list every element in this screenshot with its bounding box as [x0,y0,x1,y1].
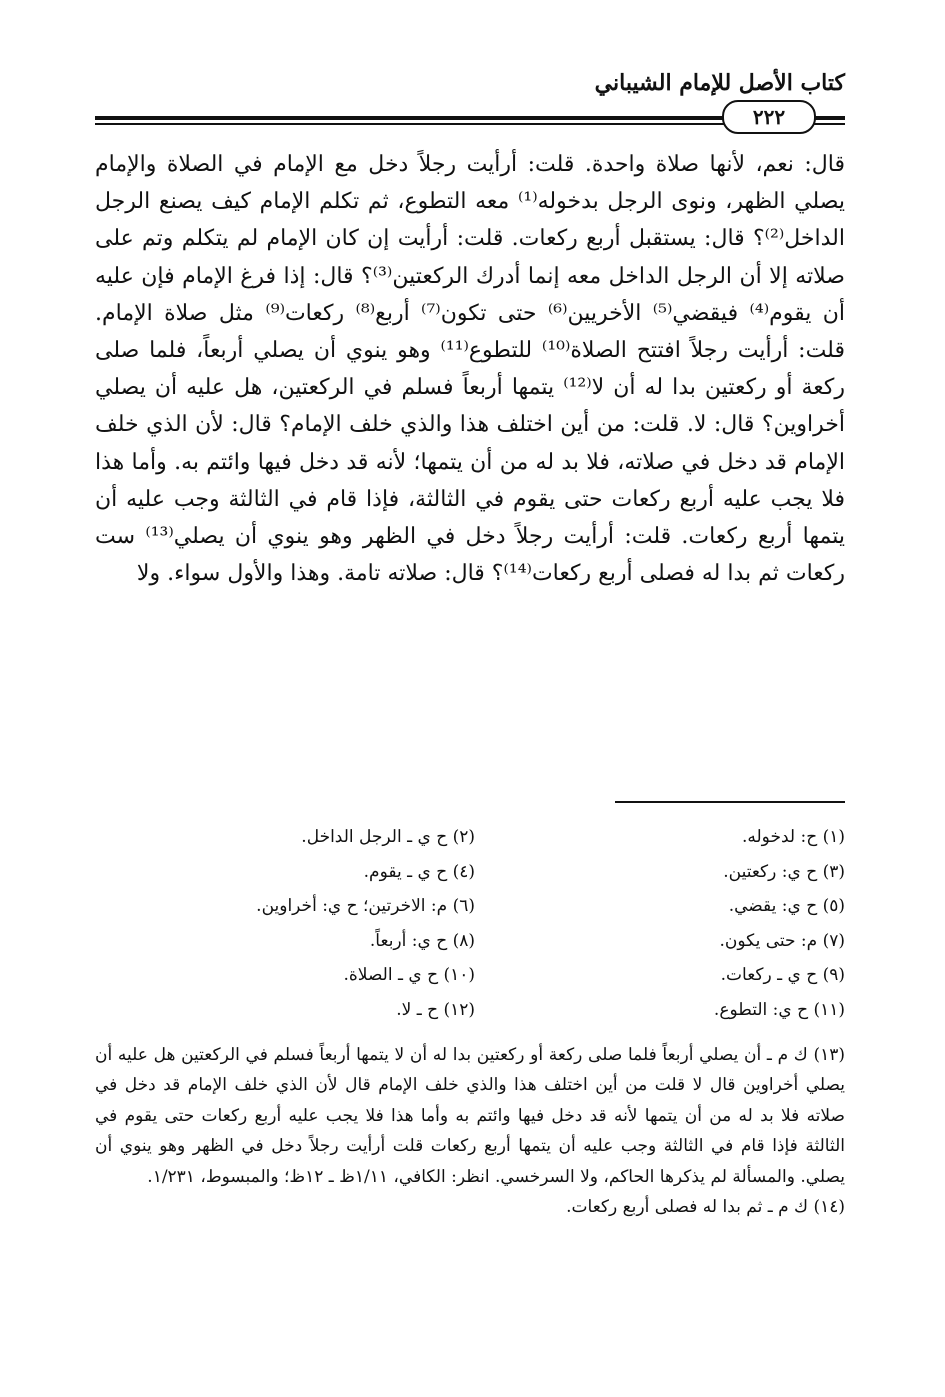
footnote-5: (٥) ح ي: يقضي. [728,896,845,916]
page-number-badge: ٢٢٢ [722,100,816,134]
footnote-8: (٨) ح ي: أربعاً. [369,930,475,951]
footnote-9: (٩) ح ي ـ ركعات. [720,965,845,985]
footnote-3: (٣) ح ي: ركعتين. [723,861,845,882]
footnote-separator [615,801,845,803]
footnote-7: (٧) م: حتى يكون. [719,930,845,951]
footnote-13: (١٣) ك م ـ أن يصلي أربعاً فلما صلى ركعة أو ركعتين بدا له أن لا يتمها أربعاً فسلم في الركعتين هل عليه أن يصلي أخراوين قال لا قلت من أين اختلف هذا والذي خلف الإمام قال لأن الذي خلف الإمام قد دخل في صلاته فلا بد له من أن يتمها لأنه قد دخل فيها وائتم به وأما هذا فلا يجب عليه أربع ركعات حتى يقوم في الثالثة فإذا قام في الثالثة وجب عليه أن يتمها أربع ركعات قلت أرأيت رجلاً دخل في الظهر وهو ينوي أن يصلي. والمسألة لم يذكرها الحاكم، ولا السرخسي. انظر: الكافي، ١/١١ظ ـ ١٢ظ؛ والمبسوط، ١/٢٣١. [95,1045,845,1187]
main-text [95,146,845,786]
book-title: كتاب الأصل للإمام الشيباني [594,70,845,96]
footnotes-long [95,1040,845,1222]
footnote-6: (٦) م: الاخرتين؛ ح ي: أخراوين. [256,896,475,916]
footnote-2: (٢) ح ي ـ الرجل الداخل. [301,827,475,847]
footnote-10: (١٠) ح ي ـ الصلاة. [343,965,475,985]
body-paragraph: قال: نعم، لأنها صلاة واحدة. قلت: أرأيت رجلاً دخل مع الإمام في الصلاة والإمام يصلي الظهر، ونوى الرجل بدخوله⁽¹⁾ معه التطوع، ثم تكلم الإمام كيف يصنع الرجل الداخل⁽²⁾؟ قال: يستقبل أربع ركعات. قلت: أرأيت إن كان الإمام لم يتكلم وتم على صلاته إلا أن الرجل الداخل معه إنما أدرك الركعتين⁽³⁾؟ قال: إذا فرغ الإمام فإن عليه أن يقوم⁽⁴⁾ فيقضي⁽⁵⁾ الأخريين⁽⁶⁾ حتى تكون⁽⁷⁾ أربع⁽⁸⁾ ركعات⁽⁹⁾ مثل صلاة الإمام. قلت: أرأيت رجلاً افتتح الصلاة⁽¹⁰⁾ للتطوع⁽¹¹⁾ وهو ينوي أن يصلي أربعاً، فلما صلى ركعة أو ركعتين بدا له أن لا⁽¹²⁾ يتمها أربعاً فسلم في الركعتين، هل عليه أن يصلي أخراوين؟ قال: لا. قلت: من أين اختلف هذا والذي خلف الإمام؟ قال: لأن الذي خلف الإمام قد دخل في صلاته، فلا بد له من أن يتمها؛ لأنه قد دخل فيها وائتم به. وأما هذا فلا يجب عليه أربع ركعات حتى يقوم في الثالثة، فإذا قام في الثالثة وجب عليه أن يتمها أربع ركعات. قلت: أرأيت رجلاً دخل في الظهر وهو ينوي أن يصلي⁽¹³⁾ ست ركعات ثم بدا له فصلى أربع ركعات⁽¹⁴⁾؟ قال: صلاته تامة. وهذا والأول سواء. ولا [95,152,846,587]
footnote-1: (١) ح: لدخوله. [741,827,845,847]
page-header [95,70,845,130]
footnote-14: (١٤) ك م ـ ثم بدا له فصلى أربع ركعات. [566,1197,845,1218]
footnote-11: (١١) ح ي: التطوع. [713,999,845,1020]
footnote-4: (٤) ح ي ـ يقوم. [363,861,475,882]
footnote-12: (١٢) ح ـ لا. [396,999,475,1020]
footnotes-short [95,820,845,1027]
